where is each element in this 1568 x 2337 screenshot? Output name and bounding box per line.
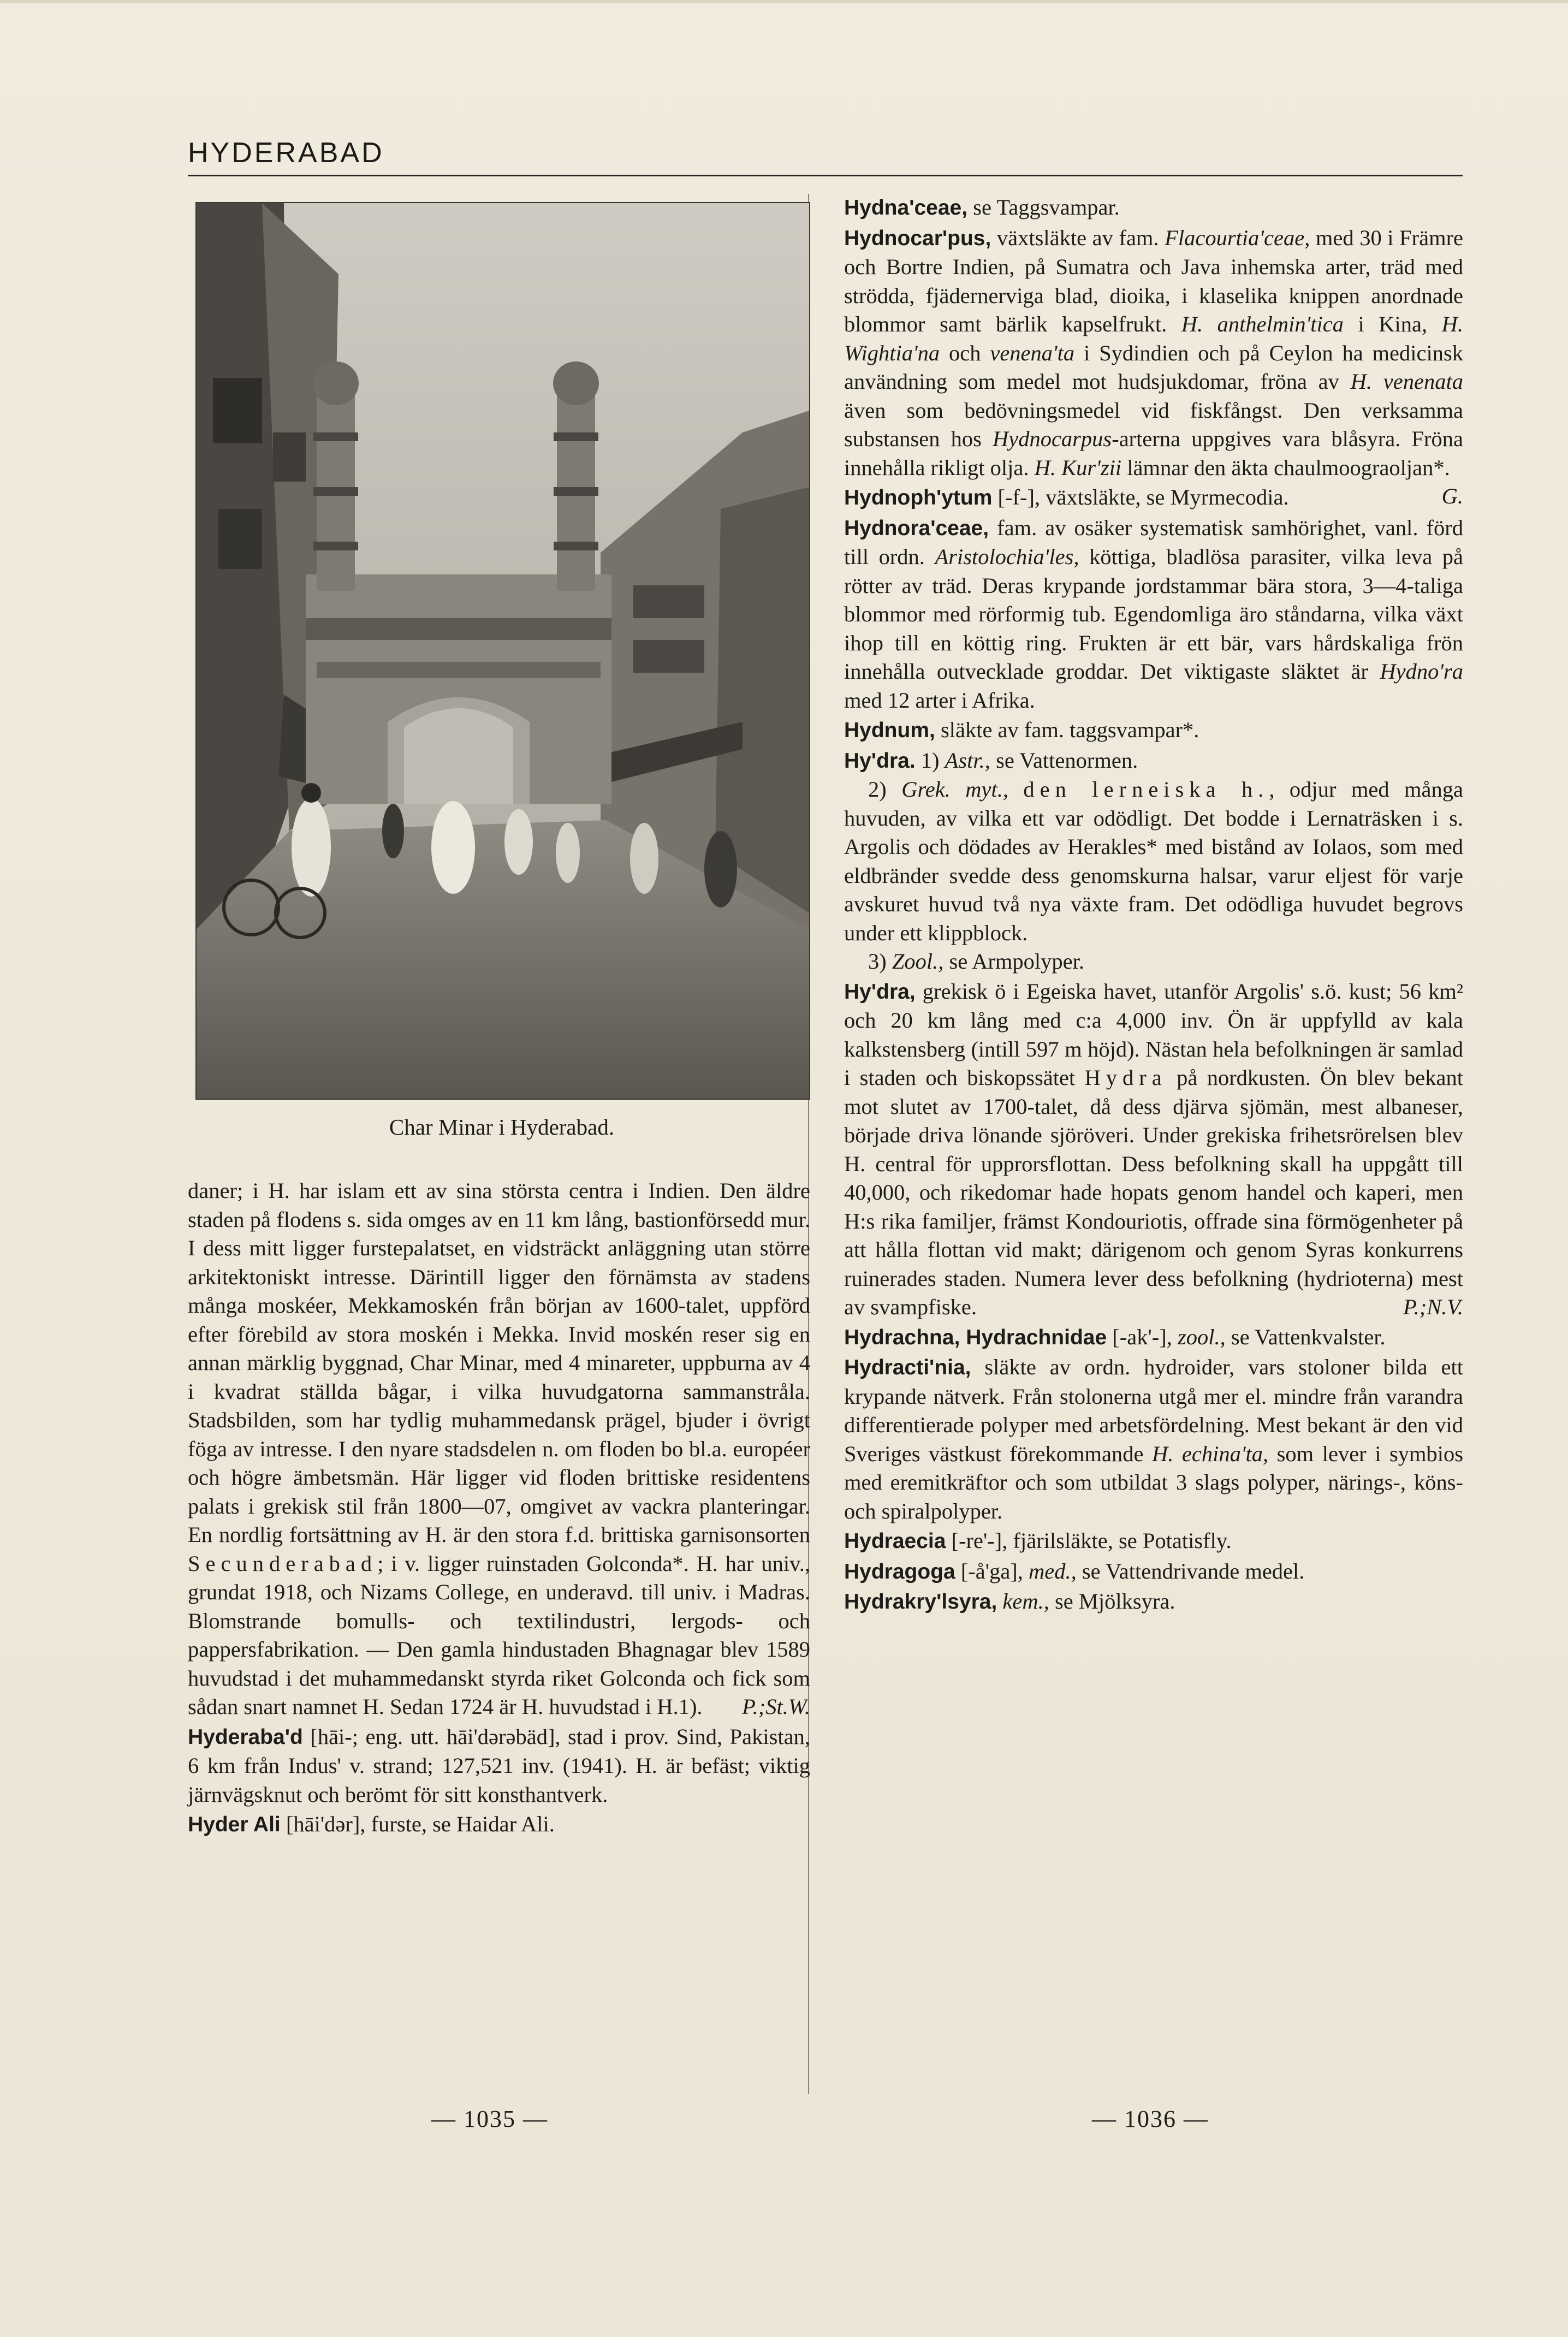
entry-hydraecia: [844, 1527, 1463, 1556]
italic-term: zool.,: [1178, 1324, 1226, 1349]
entry-text: [hāi-; eng. utt. hāi'dərəbäd], stad i prov. Sind, Pakistan, 6 km från Indus' v. strand; 127,521 inv. (1941). H. är befäst; viktig järnvägsknut och berömt för sitt konsthantverk.: [188, 1724, 811, 1807]
italic-term: Astr.,: [945, 748, 990, 773]
entry-hydractinia: [844, 1353, 1463, 1526]
entry-text: se Vattenkvalster.: [1231, 1324, 1386, 1349]
entry-text: även som bedövningsmedel vid fiskfångst. Den verksamma substansen hos: [844, 398, 1463, 451]
entry-hydra-1: [844, 746, 1463, 776]
entry-hydnaceae: [844, 193, 1463, 223]
entry-text: med 30 i Främre och Bortre Indien, på Sumatra och Java inhemska arter, träd med strödda, fjädernerviga blad, dioika, i klaselika knippen anordnade blommor samt bärlik kapselfrukt.: [844, 225, 1464, 336]
italic-term: Hydnocarpus: [992, 426, 1112, 451]
entry-headword: Hy'dra.: [844, 749, 916, 773]
entry-text: släkte av ordn. hydroider, vars stoloner bilda ett krypande nätverk. Från stolonerna utgå mer el. mindre från varandra differentierade polyper med arbetsfördelning. Mest bekant är den vid Sveriges västkust förekommande: [844, 1355, 1464, 1466]
right-column: [844, 192, 1463, 1617]
entry-text: lämnar den äkta chaulmoograoljan*.: [1127, 455, 1450, 480]
page-number-left: — 1035 —: [431, 2105, 548, 2132]
entry-text: [-ak'-],: [1112, 1324, 1172, 1349]
paragraph-text: ; i v. ligger ruinstaden Golconda*. H. har univ., grundat 1918, och Nizams College, en underavd. till univ. i Madras. Blomstrande bomulls- och textilindustri, lergods- och pappersfabrikation. — Den gamla hindustaden Bhagnagar blev 1589 huvudstad i det muhammedanskt styrda riket Golconda och fick som sådan snart namnet H. Sedan 1724 är H. huvudstad i H.1).: [188, 1551, 810, 1719]
italic-term: Hydno'ra: [1380, 659, 1463, 684]
entry-headword: Hydna'ceae,: [844, 196, 968, 220]
entry-text: [-å'ga],: [960, 1558, 1023, 1583]
entry-headword: Hydrachna, Hydrachnidae: [844, 1325, 1107, 1349]
spaced-term: Secunderabad: [188, 1551, 378, 1576]
entry-headword: Hydraecia: [844, 1529, 946, 1553]
entry-text: på nordkusten. Ön blev bekant mot slutet av 1700-talet, då dess djärva sjömän, mest albaneser, började driva lönande sjöröveri. Under grekiska frihetsrörelsen blev H. central för upprorsflottan. Dess befolkning skall ha uppgått till 40,000, och rikedomar hade hopats genom handel och kaperi, men H:s rika familjer, främst Kondouriotis, offrade sina förmögenheter på att hålla flottan vid makt; därigenom och genom Syras konkurrens ruinerades staden. Numera lever dess befolkning (hydrioterna) mest av svampfiske.: [844, 1065, 1463, 1319]
entry-headword: Hyderaba'd: [188, 1725, 303, 1749]
page-top-edge: [0, 0, 1568, 3]
entry-text: släkte av fam. taggsvampar*.: [940, 717, 1199, 742]
italic-term: H. venenata: [1350, 369, 1463, 394]
entry-text: med 12 arter i Afrika.: [844, 687, 1035, 713]
paragraph-text: daner; i H. har islam ett av sina största centra i Indien. Den äldre staden på flodens s. sida omges av en 11 km lång, bastionförsedd mur. I dess mitt ligger furstepalatset, en vidsträckt anläggning utan större arkitektoniskt intresse. Därintill ligger den förnämsta av stadens många moskéer, Mekkamoskén från början av 1600-talet, uppförd efter förebild av stora moskén i Mekka. Invid moskén reser sig en annan märklig byggnad, Char Minar, med 4 minareter, uppburna av 4 i kvadrat ställda bågar, i vilka huvudgatorna sammanstråla. Stadsbilden, som har tydlig muhammedansk prägel, bjuder i övrigt föga av intresse. I den nyare stadsdelen n. om floden bo bl.a. européer och högre ämbetsmän. Här ligger vid floden brittiske residentens palats i grekisk stil från 1800—07, omgivet av vackra planteringar. En nordlig fortsättning av H. är den stora f.d. brittiska garnisonsorten: [188, 1178, 810, 1547]
entry-hyder-ali: [188, 1810, 810, 1840]
entry-hyderabad-pakistan: [188, 1723, 810, 1810]
entry-hydra-2: 2) Grek. myt., den lerneiska h., odjur med många huvuden, av vilka ett var odödligt. Det bodde i Lernaträsken i s. Argolis och dödades av Herakles* med bistånd av Iolaos, som med eldbränder svedde dess genomskurna halsar, varur eljest för varje avskuret huvud två nya växte fram. Det odödliga huvudet begrovs under ett klippblock.: [844, 777, 1464, 945]
page-number-right: — 1036 —: [1092, 2105, 1209, 2132]
entry-text: , odjur med många huvuden, av vilka ett var odödligt. Det bodde i Lernaträsken i s. Argolis och dödades av Herakles* med bistånd av Iolaos, som med eldbränder svedde dess genomskurna halsar, varur eljest för varje avskuret huvud två nya växte fram. Det odödliga huvudet begrovs under ett klippblock.: [844, 777, 1464, 945]
entry-text: köttiga, bladlösa parasiter, vilka leva på rötter av träd. Deras krypande jordstammar bära stora, 3—4-taliga blommor med rörformig tub. Egendomliga äro ståndarna, vilka växt ihop till en köttig ring. Frukten är ett bär, vars hårdskaliga frön innehålla outvecklade groddar. Det viktigaste släktet är: [844, 544, 1464, 684]
entry-text: i Kina,: [1358, 312, 1428, 336]
entry-text: [-f-], växtsläkte, se Myrmecodia.: [997, 485, 1289, 509]
italic-term: Zool.,: [892, 949, 944, 974]
entry-text: se Vattenormen.: [996, 748, 1138, 773]
entry-hydnoraceae: [844, 514, 1463, 715]
entry-text: grekisk ö i Egeiska havet, utanför Argolis' s.ö. kust; 56 km² och 20 km lång med c:a 4,000 inv. Ön är uppfylld av kala kalkstensberg (intill 597 m höjd). Nästan hela befolkningen är samlad i staden och biskopssätet: [844, 978, 1463, 1090]
entry-headword: Hydrakry'lsyra,: [844, 1590, 997, 1614]
entry-headword: Hydracti'nia,: [844, 1356, 971, 1379]
italic-term: H. anthelmin'tica: [1181, 312, 1344, 336]
entry-hydnophytum: [844, 483, 1463, 513]
entry-text: [hāi'dər], furste, se Haidar Ali.: [286, 1812, 555, 1836]
italic-term: Flacourtia'ceae,: [1165, 225, 1310, 250]
italic-term: H. echina'ta,: [1151, 1441, 1269, 1466]
entry-headword: Hydnora'ceae,: [844, 516, 989, 540]
hyderabad-continuation: [188, 1177, 810, 1722]
italic-term: H. Wightia'na: [844, 312, 1463, 365]
entry-text: i Sydindien och på Ceylon ha medicinsk användning som medel mot hudsjukdomar, fröna av: [844, 340, 1463, 394]
entry-headword: Hydragoga: [844, 1559, 955, 1583]
entry-headword: Hy'dra,: [844, 980, 916, 1004]
entry-headword: Hyder Ali: [188, 1813, 281, 1836]
entry-text: -arterna uppgives vara blåsyra. Fröna innehålla rikligt olja.: [844, 426, 1464, 480]
entry-hydragoga: [844, 1557, 1463, 1587]
entry-text: växtsläkte av fam.: [996, 225, 1159, 250]
entry-hydra-island: [844, 977, 1463, 1322]
spaced-term: den lerneiska h.: [1023, 777, 1269, 802]
entry-text: fam. av osäker systematisk samhörighet, vanl. förd till ordn.: [844, 515, 1464, 569]
char-minar-illustration: [197, 203, 809, 1099]
italic-term: Grek. myt.,: [901, 777, 1008, 802]
entry-text: och: [949, 340, 981, 365]
entry-hydrakrylsyra: [844, 1587, 1463, 1617]
header-rule: [188, 175, 1463, 176]
photo-caption: Char Minar i Hyderabad.: [389, 1114, 615, 1140]
spaced-term: Hydra: [1084, 1065, 1167, 1090]
entry-text: 1): [920, 748, 940, 773]
entry-text: [-re'-], fjärilsläkte, se Potatisfly.: [951, 1528, 1232, 1553]
entry-headword: Hydnoph'ytum: [844, 486, 993, 509]
italic-term: Aristolochia'les,: [935, 544, 1079, 569]
entry-text: se Vattendrivande medel.: [1082, 1558, 1305, 1583]
italic-term: venena'ta: [990, 340, 1075, 365]
entry-text: se Mjölksyra.: [1055, 1589, 1175, 1614]
italic-term: kem.,: [1002, 1589, 1049, 1614]
entry-hydra-3: 3) Zool., se Armpolyper.: [868, 949, 1085, 974]
italic-term: med.,: [1029, 1558, 1077, 1583]
entry-text: se Taggsvampar.: [973, 195, 1120, 220]
entry-headword: Hydnum,: [844, 719, 935, 742]
author-signature: P.;St.W.: [742, 1694, 810, 1719]
left-column: [188, 1177, 810, 1840]
entry-hydnum: [844, 716, 1463, 745]
entry-hydrachna: [844, 1323, 1463, 1353]
author-signature: P.;N.V.: [1403, 1295, 1463, 1319]
italic-term: H. Kur'zii: [1034, 455, 1122, 480]
running-head: HYDERABAD: [188, 137, 384, 169]
entry-text: se Armpolyper.: [949, 949, 1085, 974]
author-signature: G.: [1441, 484, 1463, 508]
entry-text: som lever i symbios med eremitkräftor och som utbildat 3 slags polyper, närings-, köns- och spiralpolyper.: [844, 1441, 1463, 1523]
entry-headword: Hydnocar'pus,: [844, 226, 991, 250]
char-minar-photo: [195, 202, 810, 1100]
